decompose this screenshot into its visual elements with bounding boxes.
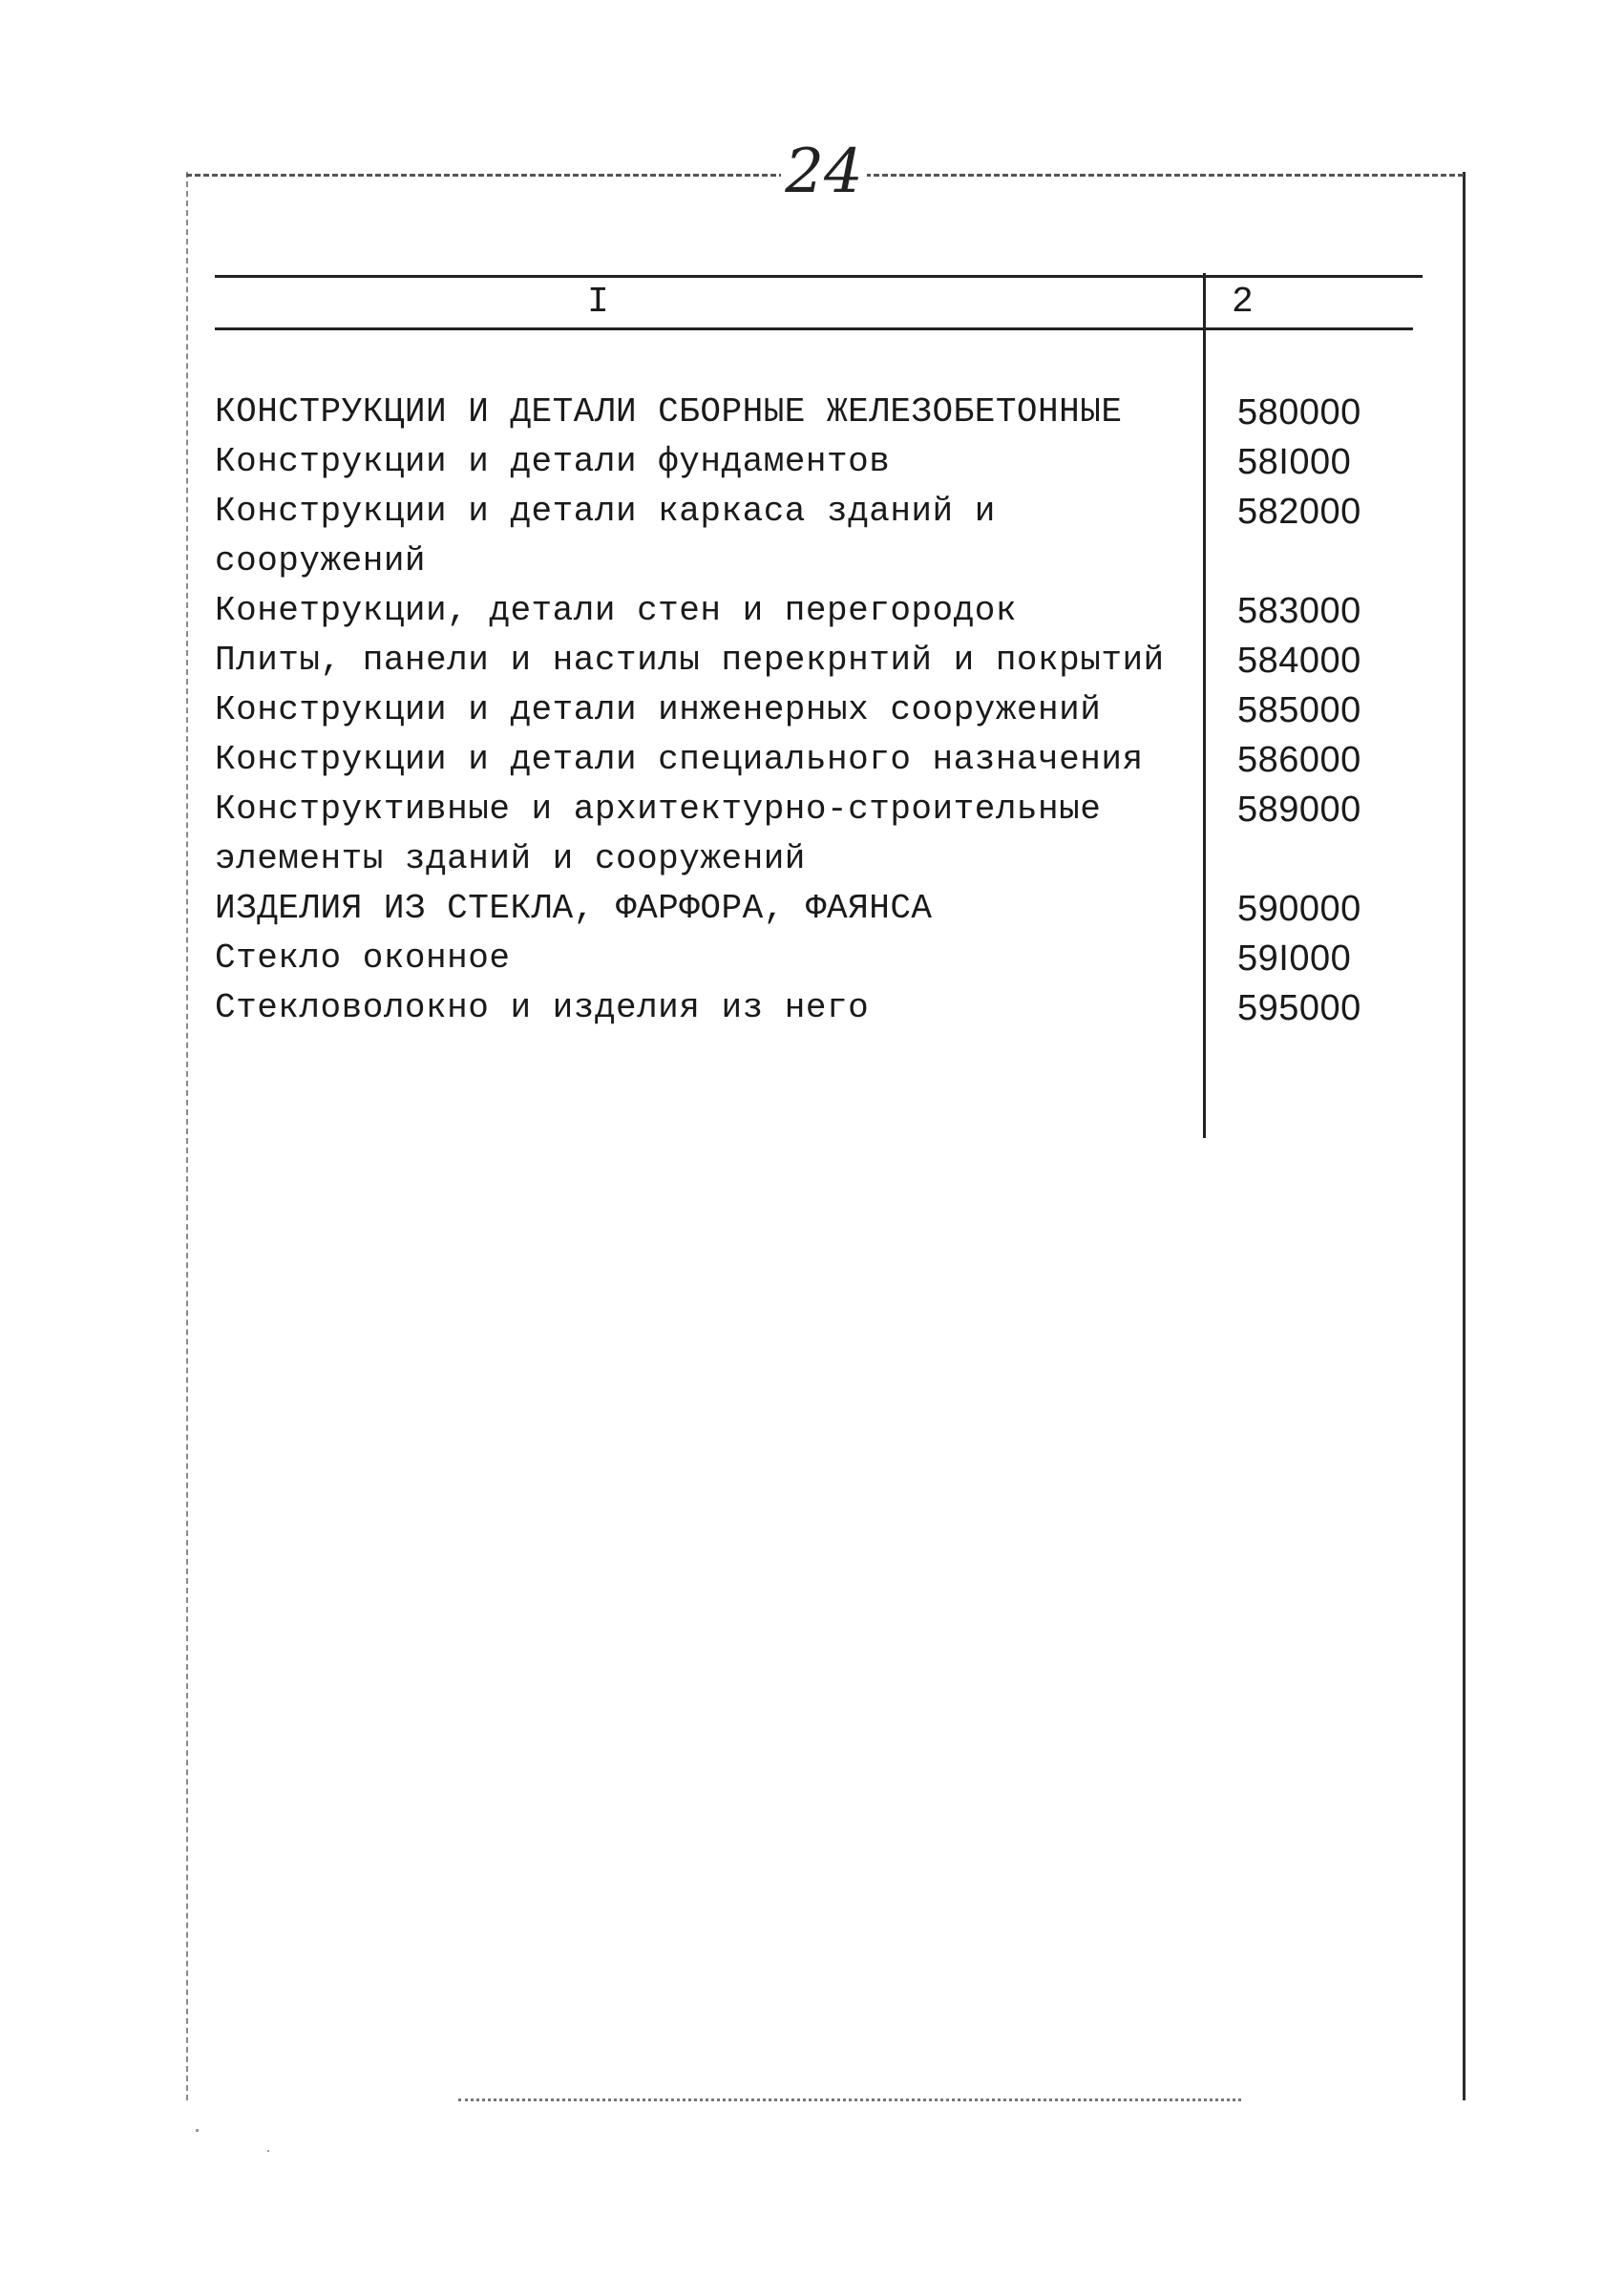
row-name: ИЗДЕЛИЯ ИЗ СТЕКЛА, ФАРФОРА, ФАЯНСА [215, 889, 933, 928]
table-row [215, 735, 1423, 785]
row-name: Конструкции и детали фундаментов [215, 442, 891, 481]
row-name: Стекло оконное [215, 938, 511, 978]
bottom-border-line [458, 2098, 1241, 2101]
row-code: 595000 [1237, 988, 1361, 1028]
table-row [215, 884, 1423, 934]
table-row [215, 437, 1423, 487]
row-code: 58I000 [1237, 442, 1352, 482]
classification-table [215, 275, 1423, 1139]
row-code: 584000 [1237, 641, 1361, 681]
row-name: Конструктивные и архитектурно-строительные элементы зданий и сооружений [215, 790, 1102, 878]
table-row [215, 388, 1423, 437]
row-name: Конструкции и детали специального назначения [215, 740, 1144, 779]
table-row [215, 785, 1423, 884]
table-header-rule [215, 327, 1413, 330]
table-body [215, 388, 1423, 1033]
table-top-rule [215, 275, 1423, 278]
row-code: 590000 [1237, 889, 1361, 929]
scan-speck [196, 2129, 199, 2132]
row-code: 585000 [1237, 690, 1361, 730]
row-code: 580000 [1237, 392, 1361, 432]
column-header-1: I [587, 282, 609, 323]
row-name: Стекловолокно и изделия из него [215, 988, 870, 1027]
row-code: 59I000 [1237, 938, 1352, 979]
table-row [215, 983, 1423, 1033]
row-name: Плиты, панели и настилы перекрнтий и покрытий [215, 641, 1165, 680]
row-code: 583000 [1237, 591, 1361, 631]
row-code: 582000 [1237, 492, 1361, 532]
row-code: 589000 [1237, 790, 1361, 830]
table-row [215, 934, 1423, 983]
scan-speck [267, 2150, 269, 2152]
table-row [215, 685, 1423, 735]
page-number: 24 [781, 134, 867, 210]
table-row [215, 487, 1423, 586]
row-name: Конетрукции, детали стен и перегородок [215, 591, 1017, 630]
table-row [215, 586, 1423, 636]
column-header-2: 2 [1232, 282, 1254, 323]
row-name: Конструкции и детали инженерных сооружений [215, 690, 1102, 729]
row-name: КОНСТРУКЦИИ И ДЕТАЛИ СБОРНЫЕ ЖЕЛЕЗОБЕТОННЫЕ [215, 392, 1123, 432]
row-name: Конструкции и детали каркаса зданий и сооружений [215, 492, 996, 580]
row-code: 586000 [1237, 740, 1361, 780]
table-row [215, 636, 1423, 685]
